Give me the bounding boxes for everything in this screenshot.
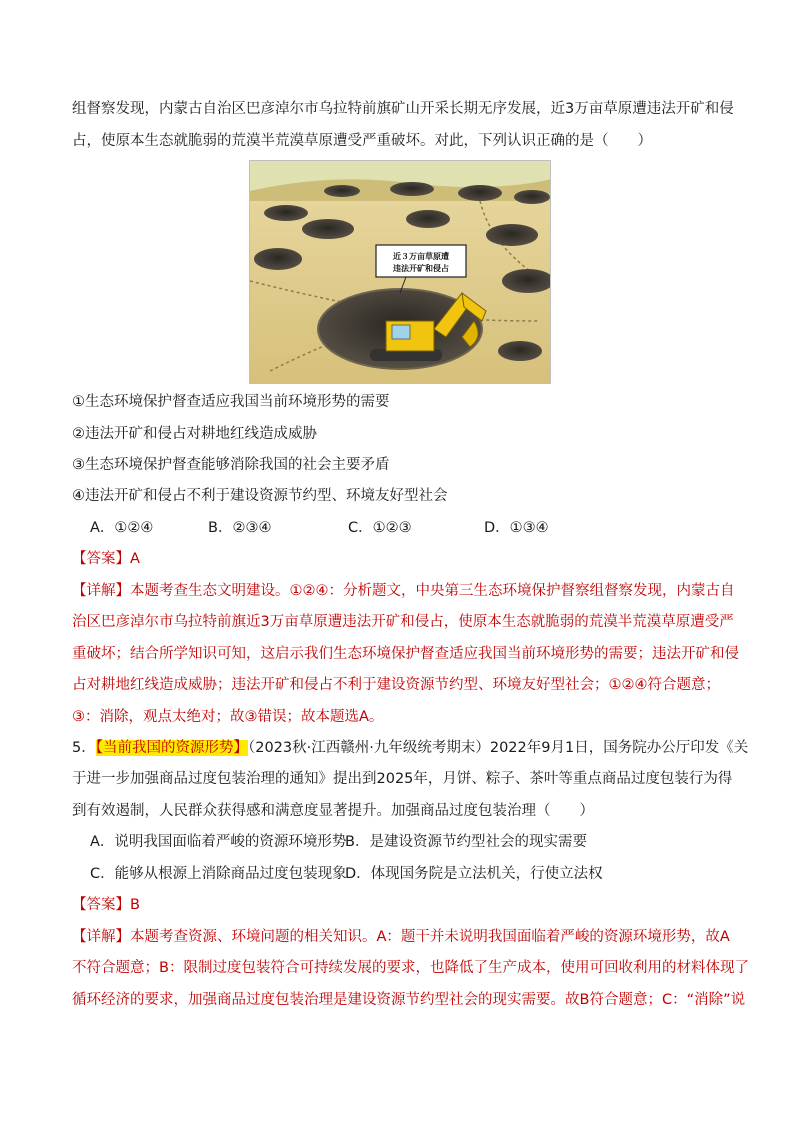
- answer-value: B: [130, 897, 140, 913]
- q4-statement: ②违法开矿和侵占对耕地红线造成威胁: [72, 426, 317, 442]
- q5-answer: [72, 895, 140, 915]
- q5-stem-line: 到有效遏制，人民群众获得感和满意度显著提升。加强商品过度包装治理（ ）: [72, 803, 594, 819]
- detail-text: 本题考查资源、环境问题的相关知识。A：题干并未说明我国面临着严峻的资源环境形势，故A: [130, 929, 730, 945]
- q4-option-d[interactable]: D．①③④: [484, 520, 549, 536]
- mining-cartoon-illustration: [249, 160, 551, 384]
- sign-text-line: 近３万亩草原遭: [393, 252, 449, 261]
- detail-text: 本题考查生态文明建设。①②④：分析题文，中央第三生态环境保护督察组督察发现，内蒙古自: [130, 583, 735, 599]
- q5-detail-line: 循环经济的要求，加强商品过度包装治理是建设资源节约型社会的现实需要。故B符合题意；C：“消除”说: [72, 992, 746, 1008]
- q4-statement: ③生态环境保护督查能够消除我国的社会主要矛盾: [72, 457, 390, 473]
- q4-detail-line: 治区巴彦淖尔市乌拉特前旗近3万亩草原遭违法开矿和侵占，使原本生态就脆弱的荒漠半荒漠草原遭受严: [72, 614, 734, 630]
- q4-statement: ①生态环境保护督查适应我国当前环境形势的需要: [72, 394, 390, 410]
- q5-detail-line: [72, 927, 730, 947]
- q5-option-c[interactable]: C．能够从根源上消除商品过度包装现象: [90, 866, 347, 882]
- q4-detail-line: 占对耕地红线造成威胁；违法开矿和侵占不利于建设资源节约型、环境友好型社会；①②④符合题意；: [72, 677, 720, 693]
- q4-option-b[interactable]: B．②③④: [208, 520, 272, 536]
- q4-option-c[interactable]: C．①②③: [348, 520, 412, 536]
- answer-label: 【答案】: [72, 551, 130, 567]
- sign-text-line: 违法开矿和侵占: [393, 264, 449, 273]
- q5-option-a[interactable]: A．说明我国面临着严峻的资源环境形势: [90, 834, 347, 850]
- answer-value: A: [130, 551, 140, 567]
- q5-stem-line: 于进一步加强商品过度包装治理的通知》提出到2025年，月饼、粽子、茶叶等重点商品过度包装行为得: [72, 771, 733, 787]
- detail-label: 【详解】: [72, 583, 130, 599]
- q4-detail-line: 重破坏；结合所学知识可知，这启示我们生态环境保护督查适应我国当前环境形势的需要；违法开矿和侵: [72, 646, 739, 662]
- q5-source: （2023秋·江西赣州·九年级统考期末）: [247, 740, 490, 756]
- q5-stem-text: 2022年9月1日，国务院办公厅印发《关: [489, 740, 749, 756]
- q4-answer: [72, 549, 140, 569]
- q4-statement: ④违法开矿和侵占不利于建设资源节约型、环境友好型社会: [72, 488, 448, 504]
- q5-stem-line: [72, 738, 748, 758]
- q5-number: 5．: [72, 740, 96, 756]
- detail-label: 【详解】: [72, 929, 130, 945]
- q5-options-row: [90, 864, 603, 884]
- answer-label: 【答案】: [72, 897, 130, 913]
- q5-topic-tag: 【当前我国的资源形势】: [95, 740, 248, 756]
- q4-options: [90, 518, 549, 538]
- q4-stem-line: 占，使原本生态就脆弱的荒漠半荒漠草原遭受严重破坏。对此，下列认识正确的是（ ）: [72, 133, 652, 149]
- q5-detail-line: 不符合题意；B：限制过度包装符合可持续发展的要求，也降低了生产成本，使用可回收利用的材料体现了: [72, 960, 749, 976]
- q4-option-a[interactable]: A．①②④: [90, 520, 154, 536]
- q4-detail-line: ③：消除，观点太绝对；故③错误；故本题选A。: [72, 709, 384, 725]
- q5-options-row: [90, 832, 587, 852]
- q5-option-d[interactable]: D．体现国务院是立法机关，行使立法权: [345, 866, 603, 882]
- q5-option-b[interactable]: B．是建设资源节约型社会的现实需要: [345, 834, 587, 850]
- q4-detail-line: [72, 581, 735, 601]
- q4-stem-line: 组督察发现，内蒙古自治区巴彦淖尔市乌拉特前旗矿山开采长期无序发展，近3万亩草原遭违法开矿和侵: [72, 101, 734, 117]
